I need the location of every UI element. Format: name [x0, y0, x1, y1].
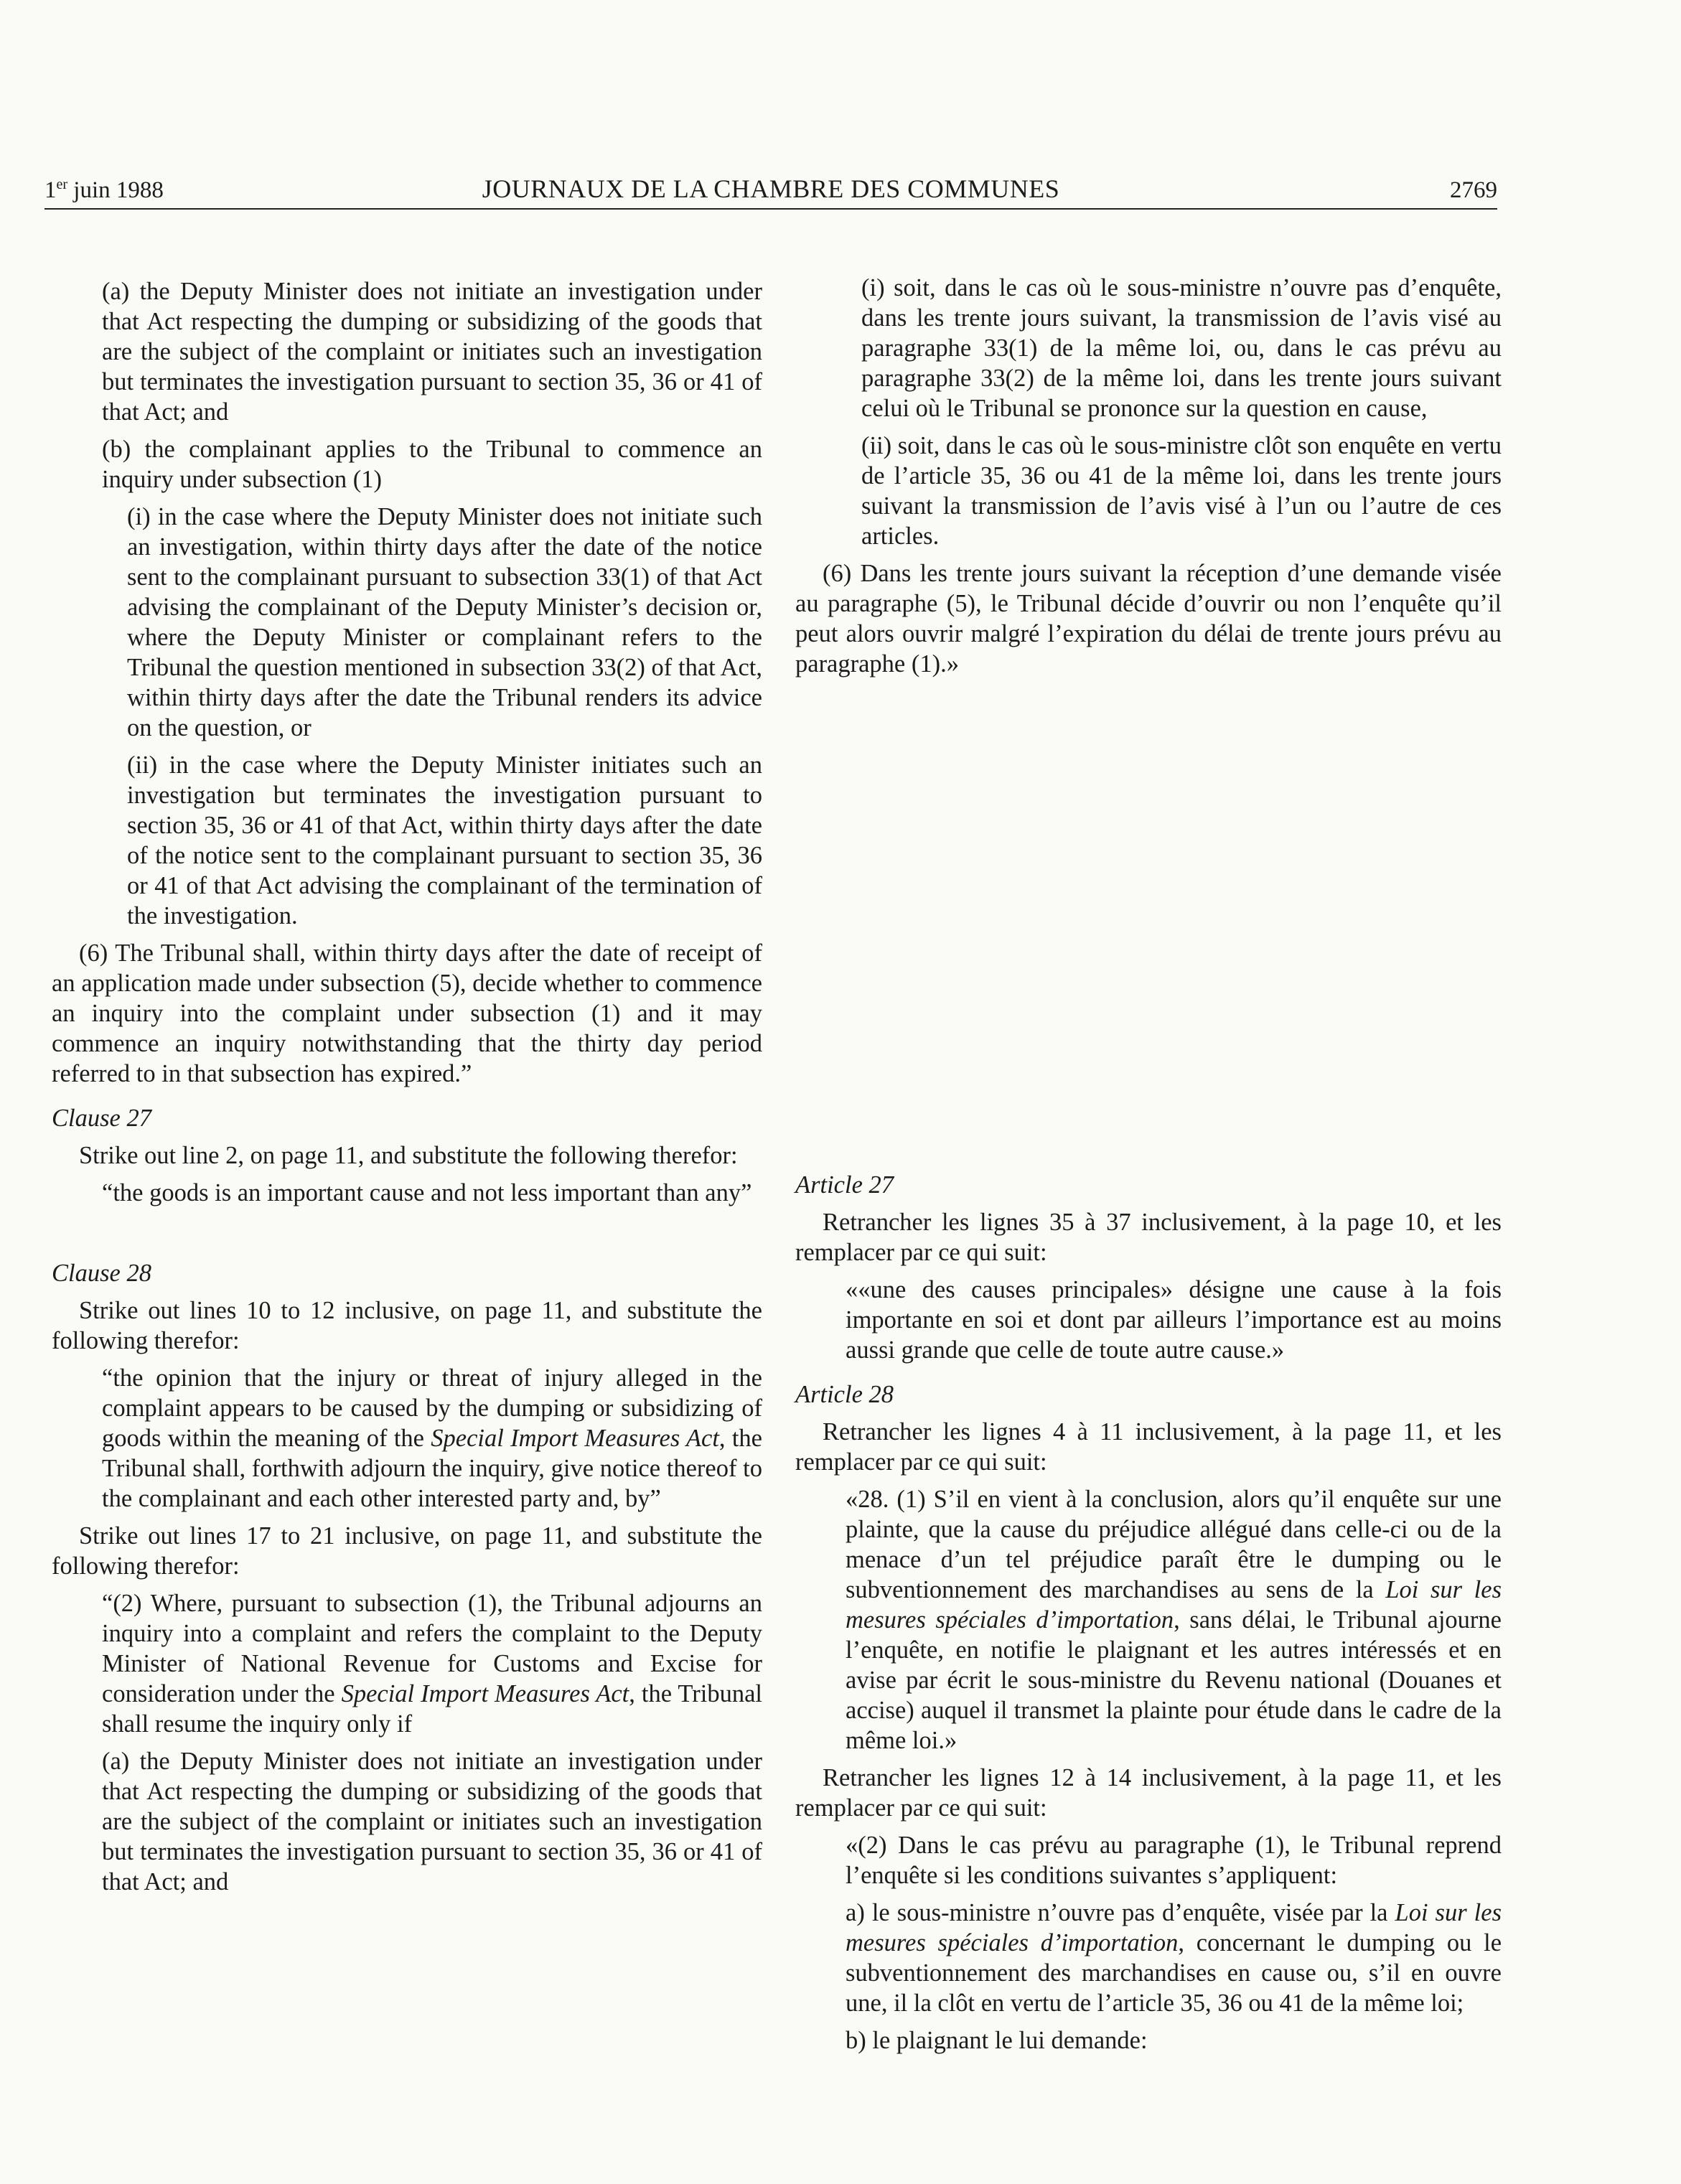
clause-28-text-1: “the opinion that the injury or threat of injury alleged in the complaint appears to be caused by the dumping or subsidizing of goods within the meaning of the Special Import Measures Act, the Tribunal shall, forthwith adjourn the inquiry, give notice thereof to the complainant and each other interested party and, by”: [102, 1364, 762, 1512]
paragraphe-6: (6) Dans les trente jours suivant la réception d’une demande visée au paragraphe (5), le Tribunal décide d’ouvrir ou non l’enquête qu’il peut alors ouvrir malgré l’expiration du délai de trente jours prévu au paragraphe (1).»: [795, 560, 1502, 678]
header-date-day: 1: [45, 177, 57, 203]
clause-27-heading: Clause 27: [52, 1105, 151, 1132]
clause-28-text-2-a: (a) the Deputy Minister does not initiate an investigation under that Act respecting the dumping or subsidizing of the goods that are the subject of the complaint or initiates such an investigation but terminates the investigation pursuant to section 35, 36 or 41 of that Act; and: [102, 1748, 762, 1895]
article-28-text-2: «(2) Dans le cas prévu au paragraphe (1), le Tribunal reprend l’enquête si les conditions suivantes s’appliquent:: [846, 1832, 1502, 1889]
article-27-instruction: Retrancher les lignes 35 à 37 inclusivement, à la page 10, et les remplacer par ce qui suit:: [795, 1209, 1502, 1266]
header-date-ordinal: er: [56, 177, 68, 192]
subsection-6: (6) The Tribunal shall, within thirty days after the date of receipt of an application made under subsection (5), decide whether to commence an inquiry into the complaint under subsection (1) and it may commence an inquiry notwithstanding that the thirty day period referred to in that subsection has expired.”: [52, 939, 762, 1087]
header-date-month-year: juin 1988: [67, 177, 164, 203]
paragraph-b-i: (i) in the case where the Deputy Minister does not initiate such an investigation, within thirty days after the date of the notice sent to the complainant pursuant to subsection 33(1) of that Act advising the complainant of the Deputy Minister’s decision or, where the Deputy Minister or complainant refers to the Tribunal the question mentioned in subsection 33(2) of that Act, within thirty days after the date the Tribunal renders its advice on the question, or: [127, 503, 762, 741]
clause-28-instruction-1: Strike out lines 10 to 12 inclusive, on page 11, and substitute the following therefor:: [52, 1297, 762, 1354]
clause-28-heading: Clause 28: [52, 1260, 151, 1287]
article-28-heading: Article 28: [795, 1381, 894, 1408]
page-header: [45, 172, 1497, 210]
paragraph-b-ii: (ii) in the case where the Deputy Minister initiates such an investigation but terminates the investigation pursuant to section 35, 36 or 41 of that Act, within thirty days after the date of the notice sent to the complainant pursuant to section 35, 36 or 41 of that Act advising the complainant of the termination of the investigation.: [127, 751, 762, 929]
clause-27-text: “the goods is an important cause and not less important than any”: [102, 1179, 752, 1206]
french-column-bottom: [795, 1156, 1502, 2063]
page-number: 2769: [1450, 177, 1497, 203]
article-27-text: ««une des causes principales» désigne une cause à la fois importante en soi et dont par ailleurs l’importance est au moins aussi grande que celle de toute autre cause.»: [846, 1276, 1502, 1364]
article-27-heading: Article 27: [795, 1171, 894, 1199]
alinea-ii: (ii) soit, dans le cas où le sous-ministre clôt son enquête en vertu de l’article 35, 36 ou 41 de la même loi, dans les trente jours suivant la transmission de l’avis visé à l’un ou l’autre de ces articles.: [861, 432, 1502, 550]
article-28-instruction-1: Retrancher les lignes 4 à 11 inclusivement, à la page 11, et les remplacer par ce qui suit:: [795, 1418, 1502, 1476]
paragraph-b: (b) the complainant applies to the Tribunal to commence an inquiry under subsection (1): [102, 436, 762, 493]
header-title: JOURNAUX DE LA CHAMBRE DES COMMUNES: [482, 174, 1060, 203]
article-28-instruction-2: Retrancher les lignes 12 à 14 inclusivement, à la page 11, et les remplacer par ce qui suit:: [795, 1764, 1502, 1822]
article-28-text-1: «28. (1) S’il en vient à la conclusion, alors qu’il enquête sur une plainte, que la cause du préjudice allégué dans celle-ci ou de la menace d’un tel préjudice paraît être le dumping ou le subventionnement des marchandises au sens de la Loi sur les mesures spéciales d’importation, sans délai, le Tribunal ajourne l’enquête, en notifie le plaignant et les autres intéressés et en avise par écrit le sous-ministre du Revenu national (Douanes et accise) auquel il transmet la plainte pour étude dans le cadre de la même loi.»: [846, 1486, 1502, 1754]
clause-28-instruction-2: Strike out lines 17 to 21 inclusive, on page 11, and substitute the following therefor:: [52, 1522, 762, 1580]
paragraph-a: (a) the Deputy Minister does not initiate an investigation under that Act respecting the dumping or subsidizing of the goods that are the subject of the complaint or initiates such an investigation but terminates the investigation pursuant to section 35, 36 or 41 of that Act; and: [102, 278, 762, 426]
french-column-top: [795, 273, 1502, 686]
alinea-i: (i) soit, dans le cas où le sous-ministre n’ouvre pas d’enquête, dans les trente jours suivant, la transmission de l’avis visé au paragraphe 33(1) de la même loi, ou, dans le cas prévu au paragraphe 33(2) de la même loi, dans les trente jours suivant celui où le Tribunal se prononce sur la question en cause,: [861, 274, 1502, 422]
clause-27-instruction: Strike out line 2, on page 11, and substitute the following therefor:: [79, 1142, 738, 1169]
clause-28-text-2: “(2) Where, pursuant to subsection (1), the Tribunal adjourns an inquiry into a complaint and refers the complaint to the Deputy Minister of National Revenue for Customs and Excise for consideration under the Special Import Measures Act, the Tribunal shall resume the inquiry only if: [102, 1590, 763, 1738]
article-28-text-2-a: a) le sous-ministre n’ouvre pas d’enquête, visée par la Loi sur les mesures spéciales d’importation, concernant le dumping ou le subventionnement des marchandises en cause ou, s’il en ouvre une, il la clôt en vertu de l’article 35, 36 ou 41 de la même loi;: [846, 1899, 1502, 2017]
english-column: [52, 276, 762, 1904]
article-28-text-2-b: b) le plaignant le lui demande:: [846, 2027, 1148, 2054]
